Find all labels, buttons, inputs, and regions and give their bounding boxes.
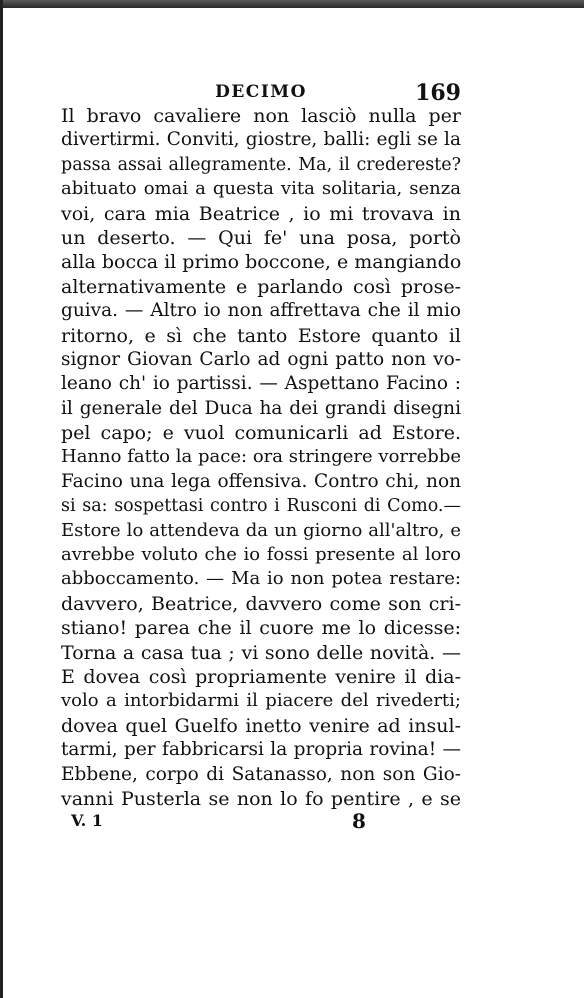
text-line: alla bocca il primo boccone, e mangiando [61,251,462,274]
body-text [61,104,461,811]
signature-mark: V. 1 [71,811,103,831]
gathering-number: 8 [352,809,366,834]
text-line: voi, cara mia Beatrice , io mi trovava in [61,202,461,225]
text-line: un deserto. — Qui fe' una posa, portò [61,226,461,249]
text-line: volo a intorbidarmi il piacere del rivederti; [61,690,461,712]
running-head [61,80,461,104]
book-page [61,80,461,839]
text-line: ritorno, e sì che tanto Estore quanto il [61,324,461,347]
text-line: abituato omai a questa vita solitaria, senza [61,178,461,200]
text-line: passa assai allegramente. Ma, il credereste? [61,154,461,175]
text-line: pel capo; e vuol comunicarli ad Estore. [61,422,461,445]
page-top-edge [0,0,584,8]
text-line: E dovea così propriamente venire il dia- [61,665,461,688]
text-line: Facino una lega offensiva. Contro chi, non [61,470,461,492]
text-line: signor Giovan Carlo ad ogni patto non vo- [61,348,461,370]
text-line: dovea quel Guelfo inetto venire ad insul- [61,714,461,737]
text-line: avrebbe voluto che io fossi presente al loro [61,544,461,566]
text-line: Torna a casa tua ; vi sono delle novità. — [61,641,461,664]
page-number: 169 [415,80,461,106]
text-line: divertirmi. Conviti, giostre, balli: egli se la [61,129,461,151]
text-line: abboccamento. — Ma io non potea restare: [61,568,461,590]
text-line: davvero, Beatrice, davvero come son cri- [61,592,461,615]
text-line: tarmi, per fabbricarsi la propria rovina! — [61,739,461,761]
page-left-edge [0,0,3,998]
text-line: stiano! parea che il cuore me lo dicesse: [61,617,461,640]
text-line: alternativamente e parlando così prose- [61,275,461,298]
text-line: Estore lo attendeva da un giorno all'altro, e [61,519,461,541]
text-line: Hanno fatto la pace: ora stringere vorrebbe [61,446,461,468]
text-line: guiva. — Altro io non affrettava che il mio [61,300,461,322]
running-head-title: DECIMO [215,82,307,102]
text-line: si sa: sospettasi contro i Rusconi di Como.— [61,496,461,517]
text-line: Ebbene, corpo di Satanasso, non son Gio- [61,763,461,785]
text-line: leano ch' io partissi. — Aspettano Facino : [61,373,461,395]
page-footer [61,811,461,839]
text-line: vanni Pusterla se non lo fo pentire , e se [61,787,461,810]
text-line: Il bravo cavaliere non lasciò nulla per [61,105,461,127]
text-line: il generale del Duca ha dei grandi disegni [61,397,461,419]
